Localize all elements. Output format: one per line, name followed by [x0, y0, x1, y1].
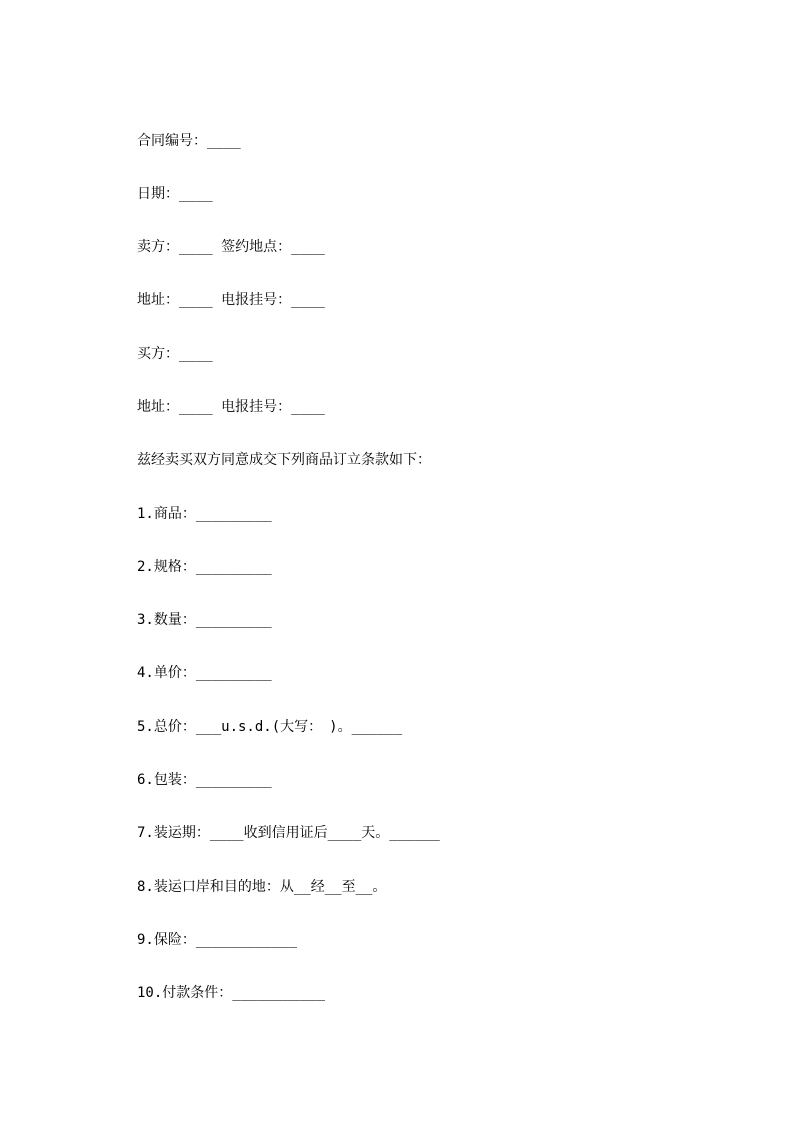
clause-payment-terms: 10.付款条件：___________ [137, 985, 326, 1001]
buyer-line: 买方：____ [137, 346, 213, 362]
clause-quantity: 3.数量：_________ [137, 612, 272, 628]
clause-insurance: 9.保险：____________ [137, 932, 298, 948]
clause-specification: 2.规格：_________ [137, 559, 272, 575]
clause-commodity: 1.商品：_________ [137, 506, 272, 522]
clause-shipment-period: 7.装运期：____收到信用证后____天。______ [137, 825, 440, 841]
clause-packing: 6.包装：_________ [137, 772, 272, 788]
contract-number-line: 合同编号：____ [137, 133, 241, 149]
buyer-address-line: 地址：____ 电报挂号：____ [137, 399, 325, 415]
clause-total-price: 5.总价：___u.s.d.(大写： )。______ [137, 719, 403, 735]
seller-address-line: 地址：____ 电报挂号：____ [137, 292, 325, 308]
date-line: 日期：____ [137, 186, 213, 202]
agreement-intro-line: 兹经卖买双方同意成交下列商品订立条款如下： [137, 452, 431, 468]
clause-unit-price: 4.单价：_________ [137, 665, 272, 681]
seller-line: 卖方：____ 签约地点：____ [137, 239, 325, 255]
clause-port-destination: 8.装运口岸和目的地：从__经__至__。 [137, 879, 387, 895]
